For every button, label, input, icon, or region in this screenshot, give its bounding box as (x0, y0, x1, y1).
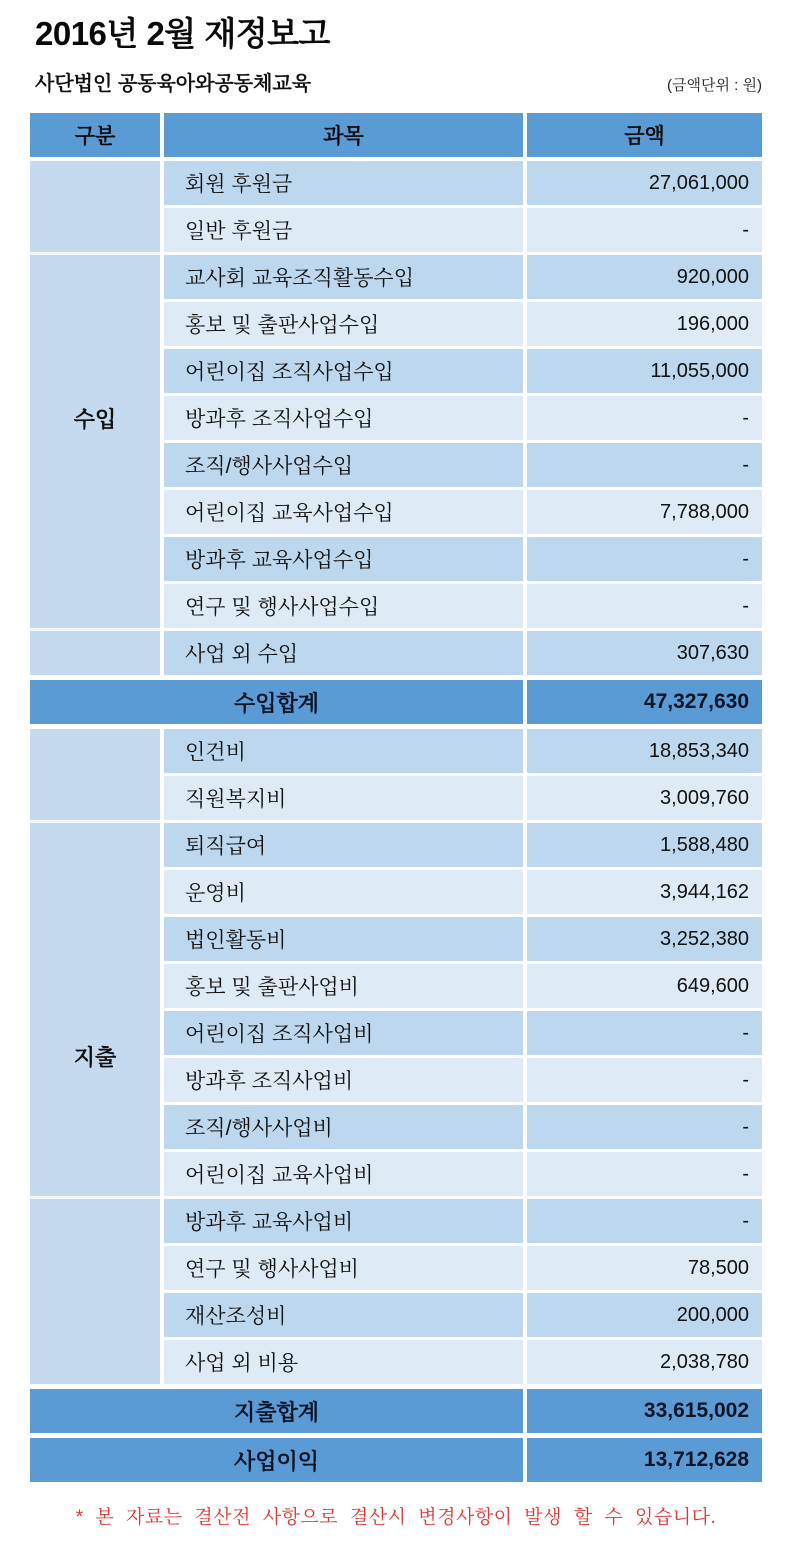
profit-label: 사업이익 (30, 1438, 527, 1482)
expense-category-cell (30, 729, 160, 1387)
amount-cell: 7,788,000 (660, 500, 749, 523)
table-row (164, 1293, 762, 1340)
category-group-divider (30, 820, 160, 823)
amount-cell: 18,853,340 (648, 739, 749, 762)
table-row (164, 1340, 762, 1387)
profit-amount: 13,712,628 (643, 1448, 749, 1471)
account-cell: 법인활동비 (164, 917, 527, 961)
table-row (164, 490, 762, 537)
category-group-divider (30, 1196, 160, 1199)
account-cell: 홍보 및 출판사업수입 (164, 302, 527, 346)
expense-rows (164, 729, 762, 1387)
table-row (164, 870, 762, 917)
org-name: 사단법인 공동육아와공동체교육 (35, 73, 312, 95)
table-row (164, 964, 762, 1011)
section-category-label: 지출 (73, 1045, 117, 1070)
account-cell: 방과후 조직사업비 (164, 1058, 527, 1102)
table-row (164, 537, 762, 584)
amount-cell: 11,055,000 (650, 359, 749, 382)
amount-cell: - (742, 1021, 749, 1044)
header-cell-amount: 금액 (527, 113, 762, 157)
income-rows (164, 161, 762, 678)
table-row (164, 161, 762, 208)
amount-cell: - (742, 1068, 749, 1091)
account-cell: 재산조성비 (164, 1293, 527, 1337)
table-header-row (30, 113, 762, 157)
section-category-label: 수입 (73, 406, 117, 432)
table-row (164, 302, 762, 349)
account-cell: 방과후 교육사업비 (164, 1199, 527, 1243)
table-row (164, 443, 762, 490)
table-row (164, 1011, 762, 1058)
finance-table (30, 113, 762, 1482)
table-row (164, 1105, 762, 1152)
category-group-divider (30, 628, 160, 631)
amount-cell: - (742, 1162, 749, 1185)
account-cell: 일반 후원금 (164, 208, 527, 252)
account-cell: 연구 및 행사사업비 (164, 1246, 527, 1290)
income-category-cell (30, 161, 160, 678)
income-total-row (30, 680, 762, 724)
table-row (164, 729, 762, 776)
amount-cell: 307,630 (676, 641, 749, 664)
expense-total-row (30, 1389, 762, 1433)
amount-cell: 1,588,480 (660, 833, 749, 856)
income-total-label: 수입합계 (30, 680, 527, 724)
expense-section (30, 729, 762, 1387)
account-cell: 어린이집 조직사업수입 (164, 349, 527, 393)
table-row (164, 584, 762, 631)
account-cell: 어린이집 교육사업수입 (164, 490, 527, 534)
table-row (164, 396, 762, 443)
amount-cell: 3,252,380 (660, 927, 749, 950)
category-group-divider (30, 252, 160, 255)
account-cell: 사업 외 수입 (164, 631, 527, 675)
amount-cell: 196,000 (676, 312, 749, 335)
amount-cell: 27,061,000 (648, 171, 749, 194)
table-row (164, 1199, 762, 1246)
account-cell: 어린이집 조직사업비 (164, 1011, 527, 1055)
amount-cell: - (742, 406, 749, 429)
account-cell: 직원복지비 (164, 776, 527, 820)
account-cell: 교사회 교육조직활동수입 (164, 255, 527, 299)
account-cell: 홍보 및 출판사업비 (164, 964, 527, 1008)
amount-cell: - (742, 453, 749, 476)
amount-cell: - (742, 1115, 749, 1138)
account-cell: 조직/행사사업수입 (164, 443, 527, 487)
table-row (164, 1152, 762, 1199)
amount-cell: - (742, 594, 749, 617)
account-cell: 사업 외 비용 (164, 1340, 527, 1384)
account-cell: 방과후 조직사업수입 (164, 396, 527, 440)
subtitle-row (35, 72, 762, 96)
account-cell: 어린이집 교육사업비 (164, 1152, 527, 1196)
table-row (164, 1058, 762, 1105)
table-row (164, 631, 762, 678)
account-cell: 인건비 (164, 729, 527, 773)
amount-cell: 920,000 (676, 265, 749, 288)
table-row (164, 1246, 762, 1293)
table-row (164, 255, 762, 302)
amount-cell: 3,009,760 (660, 786, 749, 809)
header-cell-account: 과목 (164, 113, 523, 157)
profit-row (30, 1438, 762, 1482)
income-total-amount: 47,327,630 (643, 690, 749, 713)
table-row (164, 208, 762, 255)
amount-cell: - (742, 218, 749, 241)
unit-note: (금액단위 : 원) (667, 77, 762, 94)
table-row (164, 349, 762, 396)
table-row (164, 917, 762, 964)
account-cell: 퇴직급여 (164, 823, 527, 867)
account-cell: 방과후 교육사업수입 (164, 537, 527, 581)
header-cell-category: 구분 (30, 113, 160, 157)
account-cell: 연구 및 행사사업수입 (164, 584, 527, 628)
income-section (30, 161, 762, 678)
account-cell: 조직/행사사업비 (164, 1105, 527, 1149)
expense-total-amount: 33,615,002 (643, 1399, 749, 1422)
amount-cell: - (742, 547, 749, 570)
amount-cell: 78,500 (687, 1256, 749, 1279)
table-row (164, 823, 762, 870)
page-title: 2016년 2월 재정보고 (35, 15, 330, 52)
amount-cell: 200,000 (676, 1303, 749, 1326)
account-cell: 회원 후원금 (164, 161, 527, 205)
expense-total-label: 지출합계 (30, 1389, 527, 1433)
amount-cell: 649,600 (676, 974, 749, 997)
footnote: * 본 자료는 결산전 사항으로 결산시 변경사항이 발생 할 수 있습니다. (75, 1507, 717, 1528)
amount-cell: - (742, 1209, 749, 1232)
account-cell: 운영비 (164, 870, 527, 914)
table-row (164, 776, 762, 823)
amount-cell: 2,038,780 (660, 1350, 749, 1373)
amount-cell: 3,944,162 (660, 880, 749, 903)
